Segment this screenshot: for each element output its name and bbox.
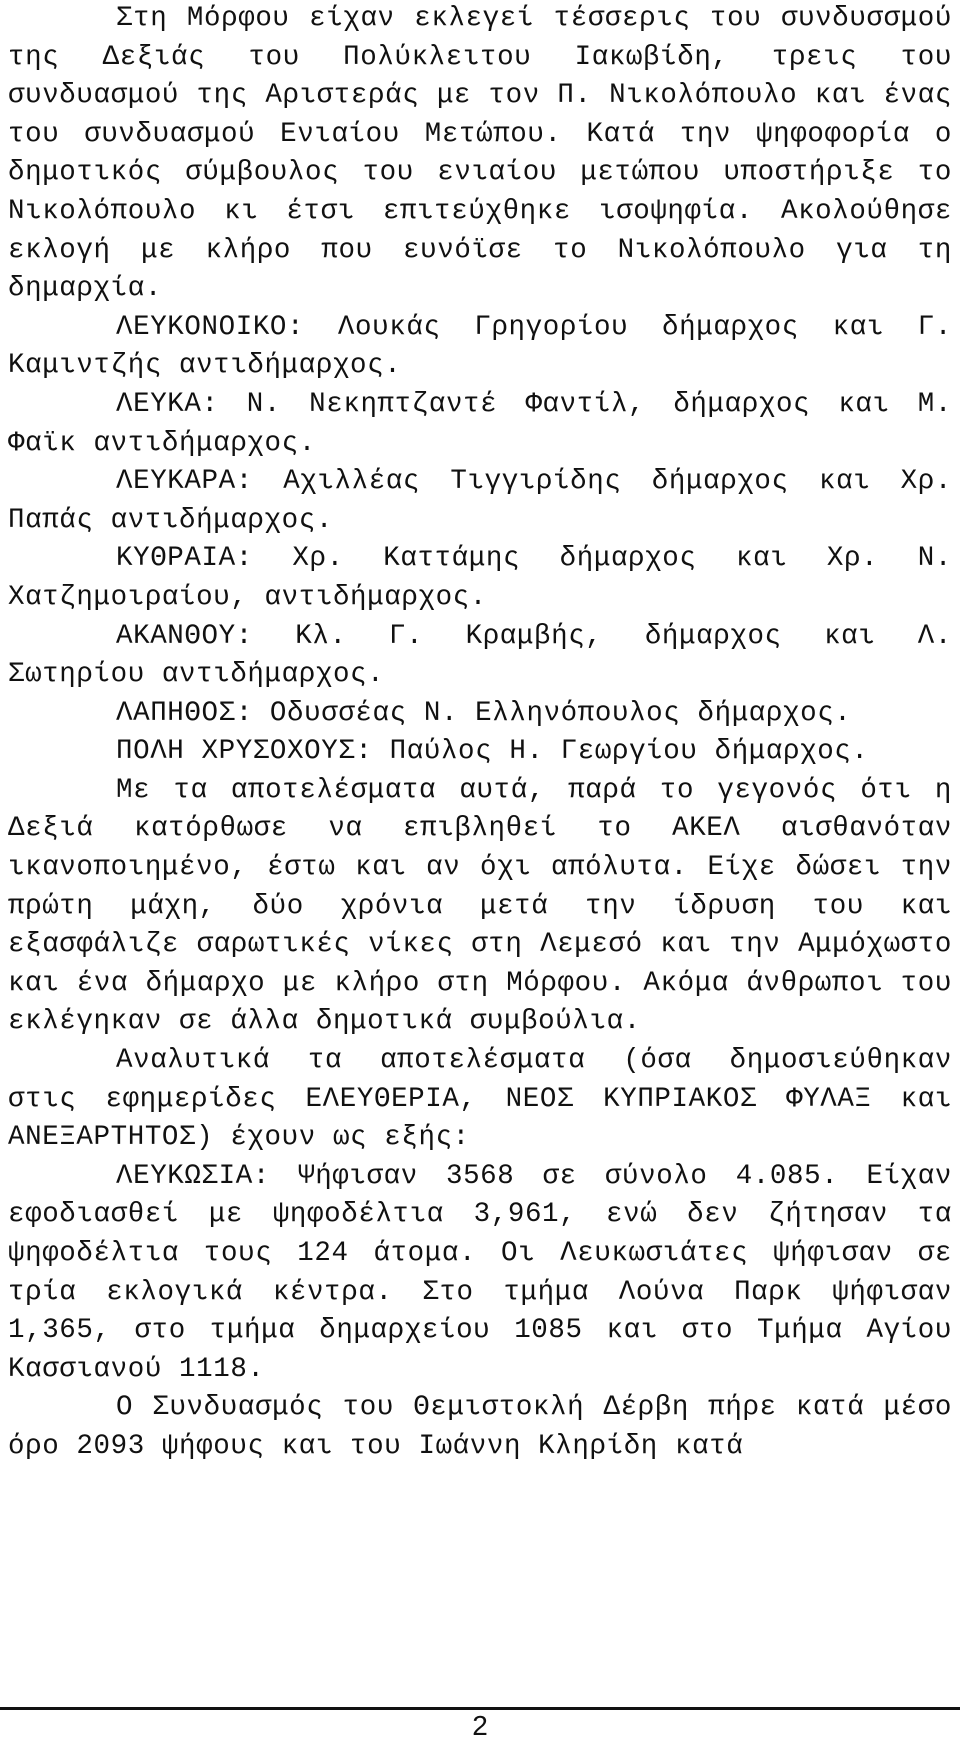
paragraph-akanthou: ΑΚΑΝΘΟΥ: Κλ. Γ. Κραμβής, δήμαρχος και Λ. Σωτηρίου αντιδήμαρχος. [8, 620, 952, 691]
paragraph-detailed-results: Αναλυτικά τα αποτελέσματα (όσα δημοσιεύθηκαν στις εφημερίδες ΕΛΕΥΘΕΡΙΑ, ΝΕΟΣ ΚΥΠΡΙΑΚΟΣ ΦΥΛΑΞ και ΑΝΕΞΑΡΤΗΤΟΣ) έχουν ως εξής: [8, 1045, 952, 1154]
paragraph-lefkosia: ΛΕΥΚΩΣΙΑ: Ψήφισαν 3568 σε σύνολο 4.085. Είχαν εφοδιασθεί με ψηφοδέλτια 3,961, ενώ δεν ζήτησαν τα ψηφοδέλτια τους 124 άτομα. Οι Λευκωσιάτες ψήφισαν σε τρία εκλογικά κέντρα. Στο τμήμα Λούνα Παρκ ψήφισαν 1,365, στο τμήμα δημαρχείου 1085 και στο Τμήμα Αγίου Κασσιανού 1118. [8, 1160, 952, 1385]
paragraph-morfou: Στη Μόρφου είχαν εκλεγεί τέσσερις του συνδυσσμού της Δεξιάς του Πολύκλειτου Ιακωβίδη, τρεις του συνδυασμού της Αριστεράς με τον Π. Νικολόπουλο και ένας του συνδυασμού Ενιαίου Μετώπου. Κατά την ψηφοφορία ο δημοτικός σύμβουλος του ενιαίου μετώπου υποστήριξε το Νικολόπουλο κι έτσι επιτεύχθηκε ισοψηφία. Ακολούθησε εκλογή με κλήρο που ευνόϊσε το Νικολόπουλο για τη δημαρχία. [8, 3, 952, 305]
body-text [8, 0, 952, 1467]
paragraph-dervis: Ο Συνδυασμός του Θεμιστοκλή Δέρβη πήρε κατά μέσο όρο 2093 ψήφους και του Ιωάννη Κληρίδη κατά [8, 1392, 952, 1462]
paragraph-kythrea: ΚΥΘΡΑΙΑ: Χρ. Καττάμης δήμαρχος και Χρ. Ν. Χατζημοιραίου, αντιδήμαρχος. [8, 543, 952, 613]
paragraph-lefkoniko: ΛΕΥΚΟΝΟΙΚΟ: Λουκάς Γρηγορίου δήμαρχος και Γ. Καμιντζής αντιδήμαρχος. [8, 311, 952, 382]
page-number: 2 [472, 1710, 488, 1741]
paragraph-polis: ΠΟΛΗ ΧΡΥΣΟΧΟΥΣ: Παύλος Η. Γεωργίου δήμαρχος. [116, 736, 869, 768]
paragraph-lapithos: ΛΑΠΗΘΟΣ: Οδυσσέας Ν. Ελληνόπουλος δήμαρχος. [116, 697, 852, 729]
paragraph-lefkara: ΛΕΥΚΑΡΑ: Αχιλλέας Τιγγιρίδης δήμαρχος και Χρ. Παπάς αντιδήμαρχος. [8, 466, 952, 536]
paragraph-lefka: ΛΕΥΚΑ: Ν. Νεκηπτζαντέ Φαντίλ, δήμαρχος και Μ. Φαϊκ αντιδήμαρχος. [8, 388, 952, 459]
paragraph-results-summary: Με τα αποτελέσματα αυτά, παρά το γεγονός ότι η Δεξιά κατόρθωσε να επιβληθεί το ΑΚΕΛ αισθανόταν ικανοποιημένο, έστω και αν όχι απόλυτα. Είχε δώσει την πρώτη μάχη, δύο χρόνια μετά την ίδρυση του και εξασφάλιζε σαρωτικές νίκες στη Λεμεσό και την Αμμόχωστο και ένα δήμαρχο με κλήρο στη Μόρφου. Ακόμα άνθρωποι του εκλέγηκαν σε άλλα δημοτικά συμβούλια. [8, 774, 952, 1038]
